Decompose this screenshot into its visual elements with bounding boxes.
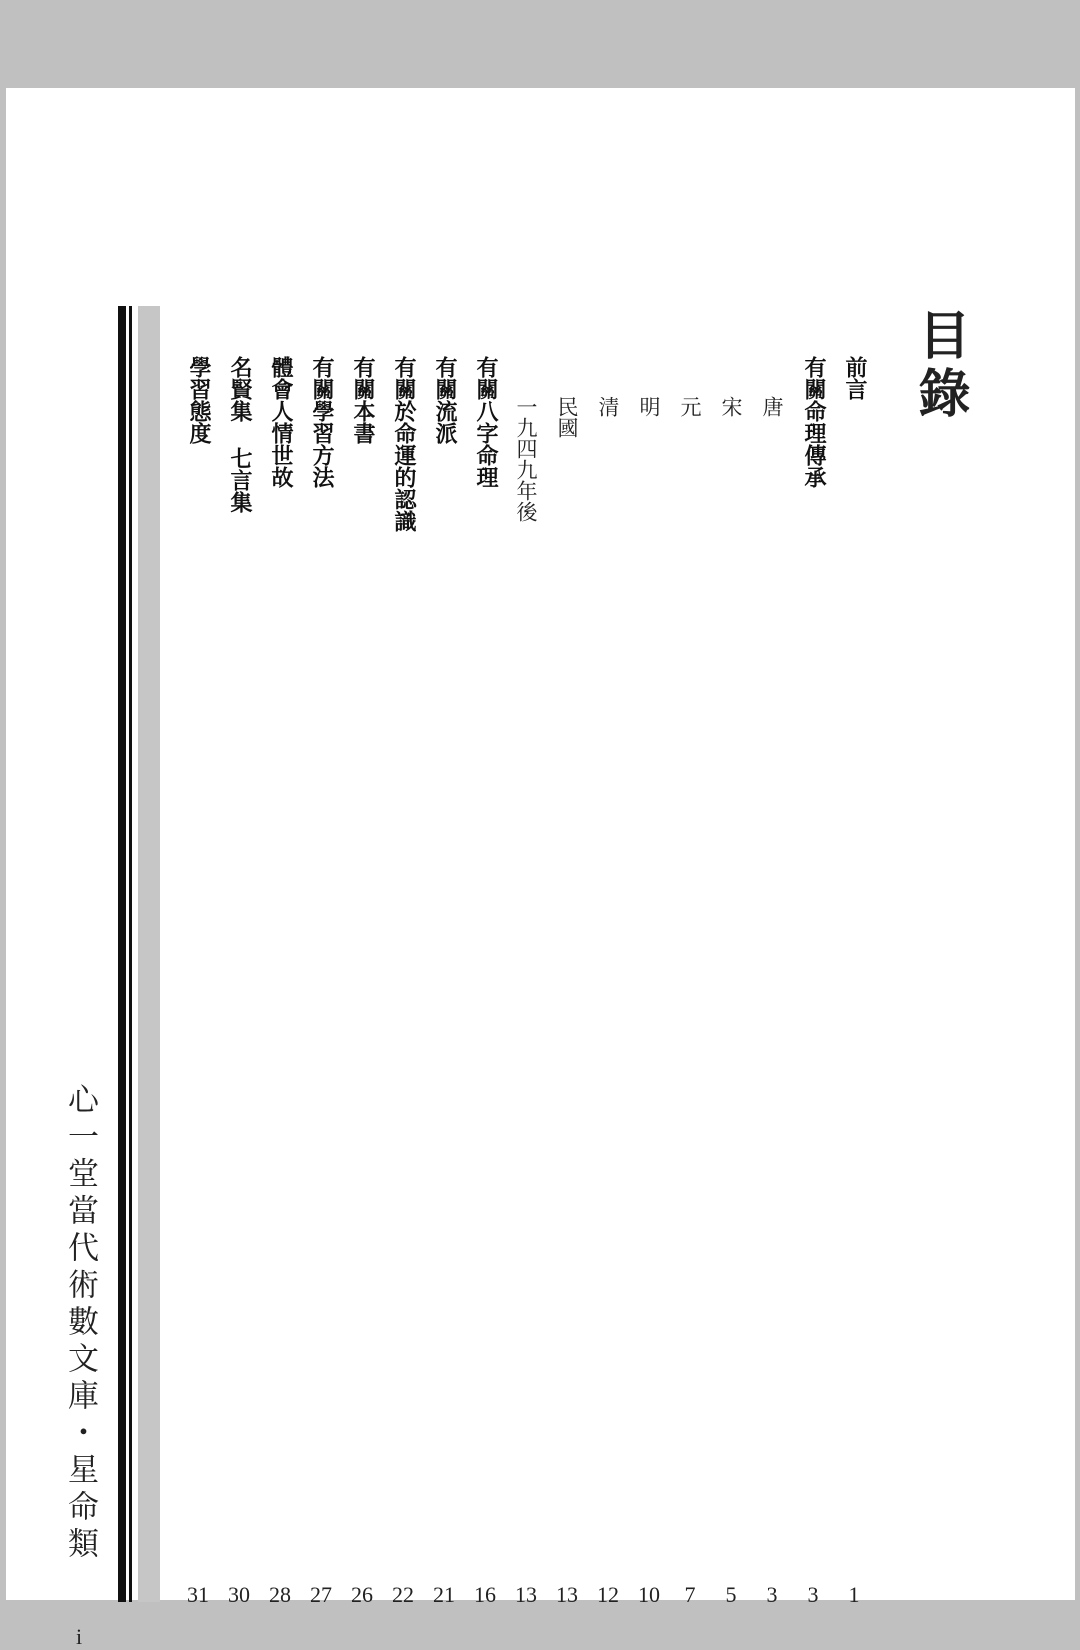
toc-entry-song[interactable]: 宋 xyxy=(719,396,743,436)
folio: i xyxy=(75,1624,83,1649)
toc-entry-preface[interactable]: 前言 xyxy=(842,356,867,400)
page-number: 3 xyxy=(766,1582,778,1607)
series-title: 心一堂當代術數文庫・星命類 xyxy=(62,1083,98,1564)
page-number: 1 xyxy=(848,1582,860,1607)
toc-entry-republic[interactable]: 民國 xyxy=(555,396,579,438)
toc-entry-sayings[interactable]: 名賢集 七言集 xyxy=(227,356,252,513)
page xyxy=(6,88,1075,1649)
page-number: 26 xyxy=(351,1582,373,1607)
toc-entry-yuan[interactable]: 元 xyxy=(678,396,702,436)
toc-entry-after-1949[interactable]: 一九四九年後 xyxy=(514,396,538,522)
page-number: 28 xyxy=(269,1582,291,1607)
page-number: 10 xyxy=(638,1582,660,1607)
page-number: 13 xyxy=(556,1582,578,1607)
page-number: 5 xyxy=(725,1582,737,1607)
page-number: 31 xyxy=(187,1582,209,1607)
toc-entry-tang[interactable]: 唐 xyxy=(760,396,784,436)
page-number: 16 xyxy=(474,1582,496,1607)
page-number: 21 xyxy=(433,1582,455,1607)
page-number: 27 xyxy=(310,1582,332,1607)
toc-title: 目錄 xyxy=(909,308,969,424)
toc-entry-this-book[interactable]: 有關本書 xyxy=(350,356,375,444)
margin-rule-grey xyxy=(138,306,160,1602)
toc-entry-ming[interactable]: 明 xyxy=(637,396,661,436)
toc-entry-worldly-wisdom[interactable]: 體會人情世故 xyxy=(268,356,293,488)
toc-entry-attitude[interactable]: 學習態度 xyxy=(186,356,211,444)
toc-entry-qing[interactable]: 清 xyxy=(596,396,620,436)
toc-entry-fate[interactable]: 有關於命運的認識 xyxy=(391,356,416,532)
page-number: 22 xyxy=(392,1582,414,1607)
margin-rule-thick xyxy=(118,306,126,1602)
toc-entry-lineage[interactable]: 有關命理傳承 xyxy=(801,356,826,488)
toc-entry-study-method[interactable]: 有關學習方法 xyxy=(309,356,334,488)
margin-rule-thin xyxy=(129,306,132,1602)
page-number: 30 xyxy=(228,1582,250,1607)
toc-entry-bazi[interactable]: 有關八字命理 xyxy=(473,356,498,488)
toc-entry-schools[interactable]: 有關流派 xyxy=(432,356,457,444)
page-number: 12 xyxy=(597,1582,619,1607)
page-number: 7 xyxy=(684,1582,696,1607)
page-number: 13 xyxy=(515,1582,537,1607)
page-number: 3 xyxy=(807,1582,819,1607)
